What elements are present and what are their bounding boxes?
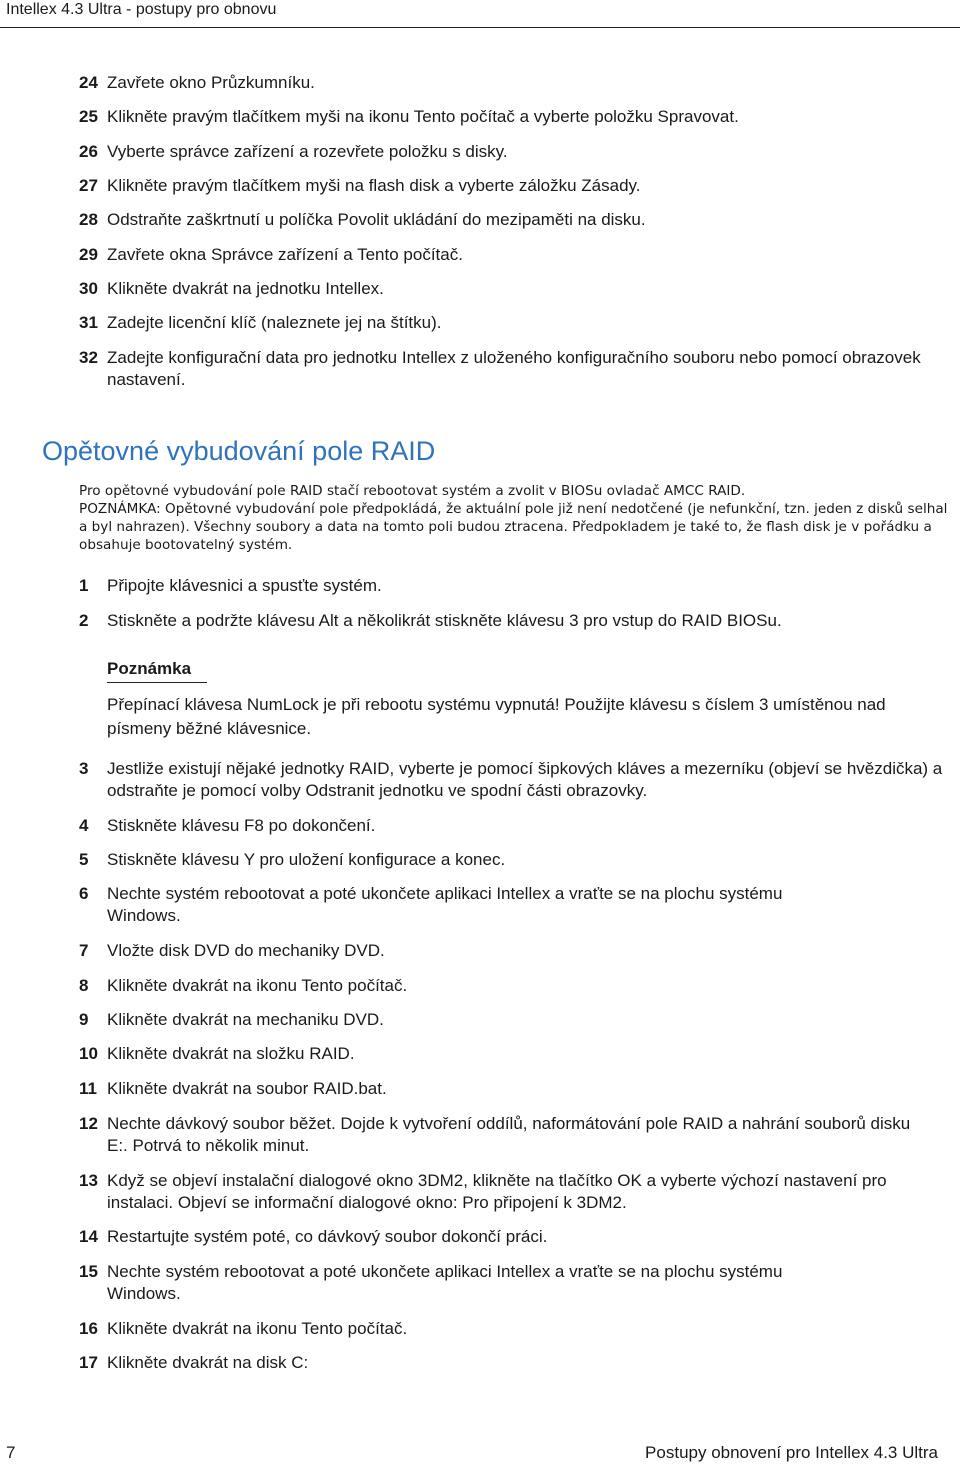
step-number: 4	[79, 816, 89, 835]
step-number: 15	[79, 1262, 98, 1281]
step-text: Klikněte pravým tlačítkem myši na ikonu Tento počítač a vyberte položku Spravovat.	[107, 107, 739, 126]
step-number: 16	[79, 1319, 98, 1338]
step-number: 25	[79, 107, 98, 126]
step-text: Stiskněte a podržte klávesu Alt a několikrát stiskněte klávesu 3 pro vstup do RAID BIOSu.	[107, 611, 782, 630]
step-number: 30	[79, 279, 98, 298]
step-text: Klikněte dvakrát na disk C:	[107, 1353, 309, 1372]
step-text: Klikněte dvakrát na jednotku Intellex.	[107, 279, 384, 298]
step-number: 6	[79, 884, 89, 903]
step-text: Vložte disk DVD do mechaniky DVD.	[107, 941, 385, 960]
step-text: Klikněte dvakrát na ikonu Tento počítač.	[107, 976, 408, 995]
header-rule	[0, 27, 960, 28]
step-number: 26	[79, 142, 98, 161]
step-text: Vyberte správce zařízení a rozevřete položku s disky.	[107, 142, 508, 161]
intro-paragraph: Pro opětovné vybudování pole RAID stačí rebootovat systém a zvolit v BIOSu ovladač AMCC RAID.	[79, 483, 746, 499]
step-text: Stiskněte klávesu F8 po dokončení.	[107, 816, 376, 835]
step-number: 11	[79, 1079, 97, 1098]
step-number: 14	[79, 1227, 98, 1246]
step-text: Nechte dávkový soubor běžet. Dojde k vytvoření oddílů, naformátování pole RAID a nahrání souborů disku E:. Potrvá to několik minut.	[107, 1114, 911, 1155]
footer-title: Postupy obnovení pro Intellex 4.3 Ultra	[645, 1443, 938, 1462]
step-text: Klikněte dvakrát na mechaniku DVD.	[107, 1010, 384, 1029]
step-number: 5	[79, 850, 89, 869]
step-number: 31	[79, 313, 98, 332]
step-text: Klikněte dvakrát na ikonu Tento počítač.	[107, 1319, 408, 1338]
note-title: Poznámka	[107, 658, 207, 683]
step-text: Zadejte licenční klíč (naleznete jej na štítku).	[107, 313, 442, 332]
step-text: Nechte systém rebootovat a poté ukončete aplikaci Intellex a vraťte se na plochu systému Windows.	[107, 1262, 783, 1303]
step-text: Restartujte systém poté, co dávkový soubor dokončí práci.	[107, 1227, 548, 1246]
section-intro	[79, 482, 959, 554]
step-text: Klikněte dvakrát na složku RAID.	[107, 1044, 355, 1063]
step-number: 1	[79, 576, 89, 595]
step-number: 17	[79, 1353, 98, 1372]
section-title: Opětovné vybudování pole RAID	[42, 436, 436, 466]
step-number: 24	[79, 73, 98, 92]
step-text: Když se objeví instalační dialogové okno 3DM2, klikněte na tlačítko OK a vyberte výchozí nastavení pro instalaci. Objeví se informační dialogové okno: Pro připojení k 3DM2.	[107, 1171, 887, 1212]
step-text: Stiskněte klávesu Y pro uložení konfigurace a konec.	[107, 850, 506, 869]
step-number: 8	[79, 976, 89, 995]
step-text: Jestliže existují nějaké jednotky RAID, vyberte je pomocí šipkových kláves a mezerníku (objeví se hvězdička) a odstraňte je pomocí volby Odstranit jednotku ve spodní části obrazovky.	[107, 759, 943, 800]
step-text: Klikněte dvakrát na soubor RAID.bat.	[107, 1079, 387, 1098]
step-text: Zavřete okna Správce zařízení a Tento počítač.	[107, 245, 463, 264]
step-number: 3	[79, 759, 89, 778]
step-number: 12	[79, 1114, 98, 1133]
step-number: 28	[79, 210, 98, 229]
note-text: Přepínací klávesa NumLock je při rebootu systému vypnutá! Použijte klávesu s číslem 3 umístěnou nad písmeny běžné klávesnice.	[107, 695, 886, 738]
step-text: Zadejte konfigurační data pro jednotku Intellex z uloženého konfiguračního souboru nebo pomocí obrazovek nastavení.	[107, 348, 921, 389]
step-number: 10	[79, 1044, 98, 1063]
step-number: 7	[79, 941, 89, 960]
step-number: 32	[79, 348, 98, 367]
step-text: Odstraňte zaškrtnutí u políčka Povolit ukládání do mezipaměti na disku.	[107, 210, 646, 229]
step-number: 29	[79, 245, 98, 264]
step-text: Klikněte pravým tlačítkem myši na flash disk a vyberte záložku Zásady.	[107, 176, 641, 195]
step-number: 9	[79, 1010, 89, 1029]
page-number: 7	[6, 1443, 16, 1462]
intro-note-paragraph: POZNÁMKA: Opětovné vybudování pole předpokládá, že aktuální pole již není nedotčené (je nefunkční, tzn. jeden z disků selhal a byl nahrazen). Všechny soubory a data na tomto poli budou ztracena. Předpokladem je také to, že flash disk je v pořádku a obsahuje bootovatelný systém.	[79, 501, 948, 553]
step-text: Nechte systém rebootovat a poté ukončete aplikaci Intellex a vraťte se na plochu systému Windows.	[107, 884, 783, 925]
step-text: Zavřete okno Průzkumníku.	[107, 73, 315, 92]
step-text: Připojte klávesnici a spusťte systém.	[107, 576, 382, 595]
header-title: Intellex 4.3 Ultra - postupy pro obnovu	[6, 1, 277, 18]
page-header	[0, 0, 960, 34]
step-number: 27	[79, 176, 98, 195]
step-number: 13	[79, 1171, 98, 1190]
step-number: 2	[79, 611, 89, 630]
note-box	[107, 658, 947, 741]
